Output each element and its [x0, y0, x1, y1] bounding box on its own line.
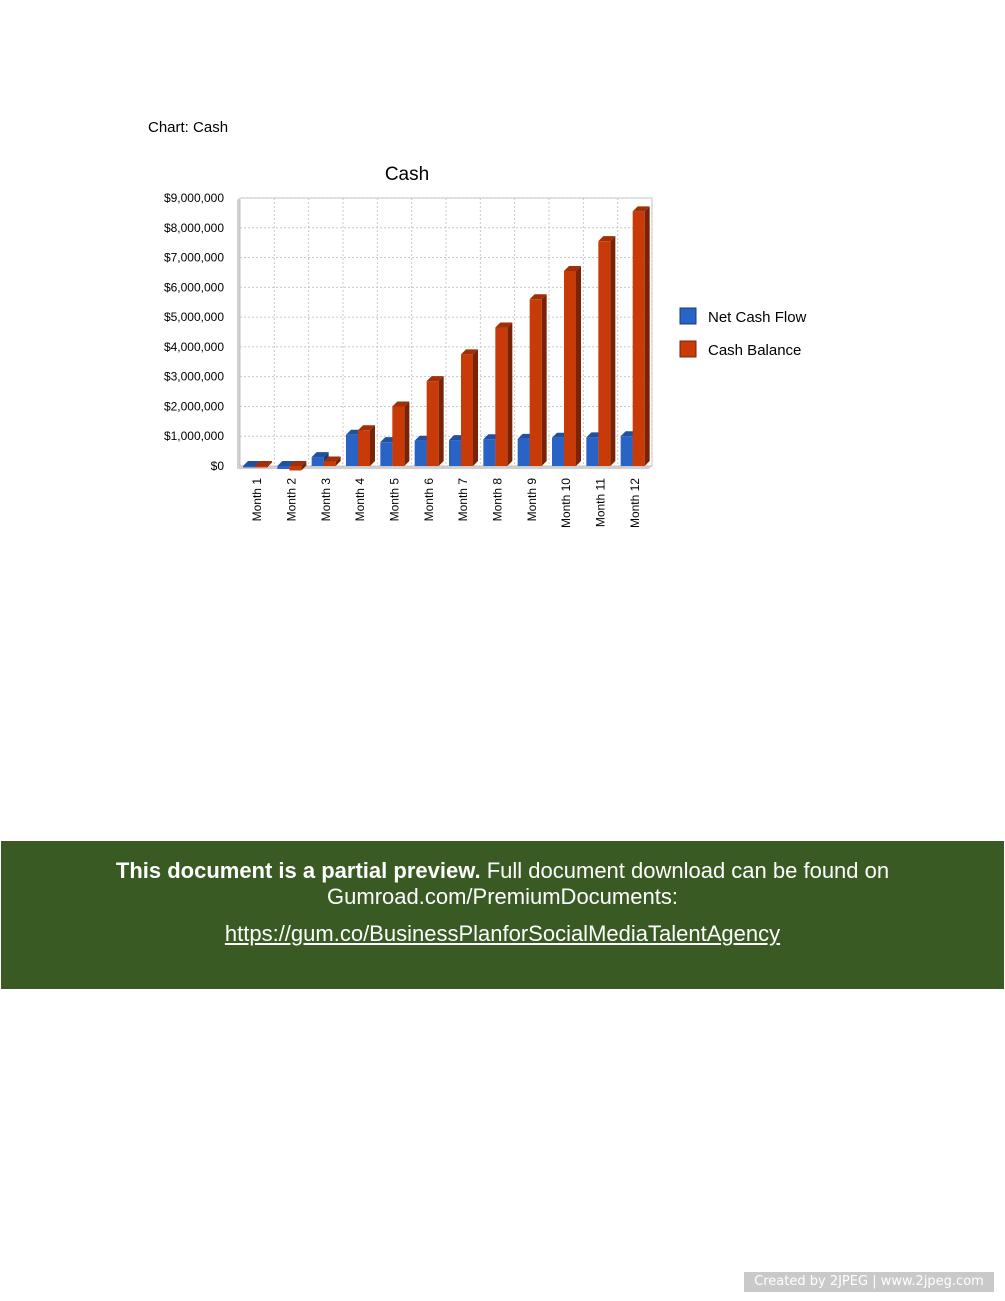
x-tick-label: Month 3: [318, 478, 333, 522]
bar-side: [576, 266, 581, 466]
cash-chart: [0, 0, 1005, 560]
x-tick-label: Month 4: [353, 478, 368, 522]
watermark: Created by 2JPEG | www.2jpeg.com: [744, 1272, 994, 1292]
x-tick-label: Month 11: [593, 478, 608, 528]
legend-swatch: [680, 308, 696, 324]
y-tick-label: $1,000,000: [163, 429, 224, 444]
bar: [312, 457, 324, 466]
bar: [530, 299, 542, 466]
chart-title: Cash: [384, 164, 430, 185]
bar: [598, 241, 610, 466]
bar: [586, 437, 598, 466]
y-tick-label: $5,000,000: [163, 310, 224, 325]
bar: [415, 441, 427, 466]
preview-banner: [1, 841, 1004, 989]
bar: [324, 462, 336, 466]
bar: [427, 381, 439, 466]
y-tick-label: $4,000,000: [163, 339, 224, 354]
bar: [255, 466, 267, 467]
y-tick-label: $0: [210, 459, 224, 473]
bar: [243, 466, 255, 467]
legend-label: Net Cash Flow: [708, 309, 807, 326]
y-tick-label: $6,000,000: [163, 280, 224, 295]
bar: [564, 271, 576, 466]
legend-swatch: [680, 341, 696, 357]
bar: [289, 466, 301, 470]
bar: [518, 439, 530, 466]
banner-line-2: Gumroad.com/PremiumDocuments:: [327, 884, 678, 909]
bar: [621, 436, 633, 466]
bar-side: [370, 425, 375, 466]
bar-side: [610, 236, 615, 466]
bar: [449, 440, 461, 466]
legend-label: Cash Balance: [708, 342, 802, 359]
x-tick-label: Month 5: [387, 478, 402, 522]
y-tick-label: $9,000,000: [163, 191, 224, 205]
y-tick-label: $3,000,000: [163, 369, 224, 384]
chart-caption: Chart: Cash: [148, 119, 229, 136]
bar-side: [439, 376, 444, 466]
bar: [358, 430, 370, 466]
banner-text: Full document download can be found on: [480, 858, 890, 883]
bar: [392, 406, 404, 466]
y-tick-label: $2,000,000: [163, 399, 224, 414]
bar: [483, 439, 495, 466]
banner-line-1: [1, 858, 1004, 884]
x-tick-label: Month 6: [421, 478, 436, 522]
x-tick-label: Month 12: [627, 478, 642, 529]
bar-side: [507, 323, 512, 466]
x-tick-label: Month 2: [284, 478, 299, 522]
bar: [633, 211, 645, 466]
bar: [495, 328, 507, 466]
x-tick-label: Month 1: [250, 478, 265, 522]
y-tick-label: $8,000,000: [163, 220, 224, 235]
x-tick-label: Month 10: [559, 478, 574, 529]
bar: [552, 438, 564, 466]
x-tick-label: Month 7: [456, 478, 471, 522]
bar: [380, 442, 392, 466]
x-tick-label: Month 9: [524, 478, 539, 522]
bar-side: [473, 349, 478, 466]
bar: [461, 354, 473, 466]
bar: [346, 435, 358, 466]
x-tick-label: Month 8: [490, 478, 505, 522]
bar-side: [645, 206, 650, 466]
bar-side: [404, 401, 409, 466]
banner-bold-text: This document is a partial preview.: [115, 858, 481, 883]
bar-side: [542, 294, 547, 466]
bar: [277, 466, 289, 469]
download-link[interactable]: https://gum.co/BusinessPlanforSocialMediaTalentAgency: [224, 921, 781, 946]
y-tick-label: $7,000,000: [163, 250, 224, 265]
